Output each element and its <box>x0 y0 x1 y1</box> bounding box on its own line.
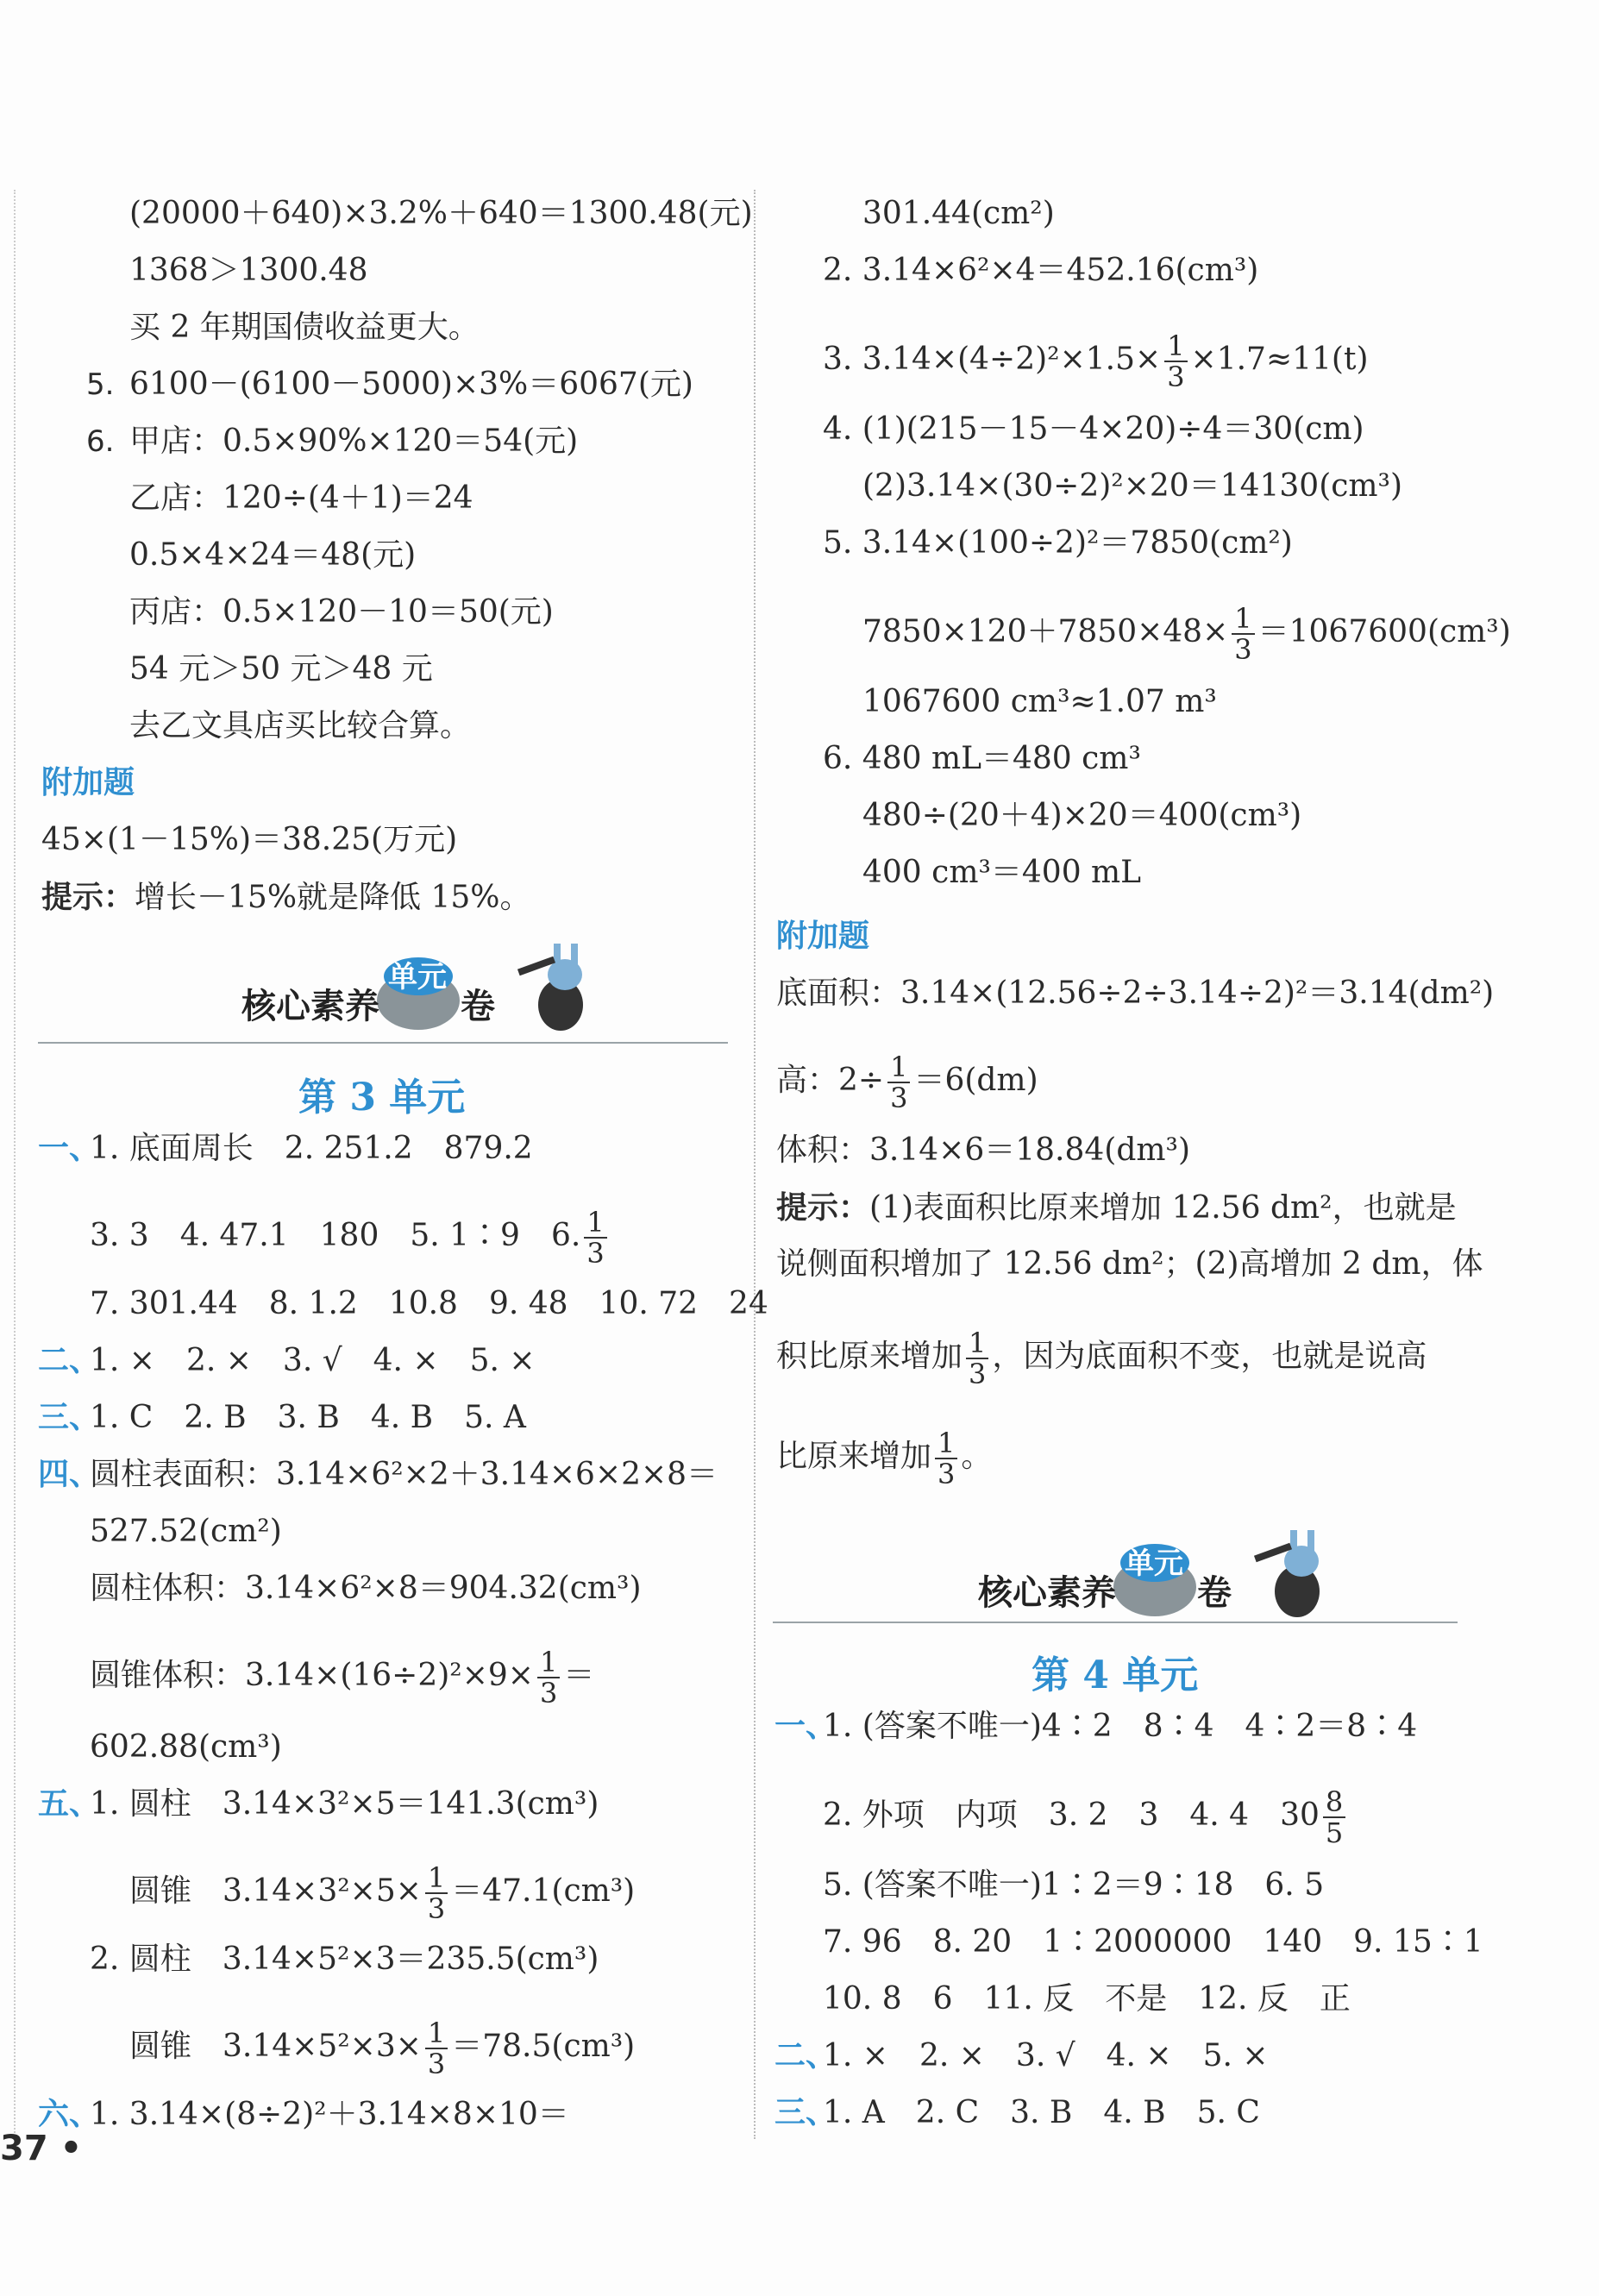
r-section-2-line: 1. × 2. × 3. √ 4. × 5. × <box>823 2038 1269 2073</box>
right-line-7-result: ＝1067600(cm³) <box>1257 614 1511 649</box>
banner-text-c: 卷 <box>1197 1573 1232 1613</box>
section-4-line-4-eq: ＝ <box>563 1658 595 1693</box>
right-hint-text-1: (1)表面积比原来增加 12.56 dm²，也就是 <box>869 1190 1457 1226</box>
r-section-3-line: 1. A 2. C 3. B 4. B 5. C <box>823 2095 1260 2130</box>
fraction-numerator: 1 <box>1232 604 1254 635</box>
left-line-1: (20000＋640)×3.2%＋640＝1300.48(元) <box>129 196 753 231</box>
banner-graphic <box>233 932 630 1035</box>
left-line-4: 6100－(6100－5000)×3%＝6067(元) <box>129 367 693 402</box>
section-5-line-2 <box>129 1863 635 1923</box>
banner-text-b: 单元 <box>1125 1546 1183 1581</box>
fraction-denominator: 3 <box>427 1892 446 1925</box>
section-4-line-3: 圆柱体积：3.14×6²×8＝904.32(cm³) <box>90 1571 642 1606</box>
unit-4-title: 第 4 单元 <box>1032 1653 1199 1697</box>
section-5-line-2-text: 圆锥 3.14×3²×5× <box>129 1873 422 1909</box>
section-4-line-4 <box>90 1647 594 1708</box>
unit-3-title: 第 3 单元 <box>298 1076 466 1120</box>
core-literacy-banner-2 <box>969 1518 1366 1622</box>
right-line-2: 2. 3.14×6²×4＝452.16(cm³) <box>823 253 1259 288</box>
fraction-eight-fifths <box>1323 1787 1345 1847</box>
right-line-3-text: 3. 3.14×(4÷2)²×1.5× <box>823 342 1162 377</box>
section-4-marker: 四、 <box>38 1457 101 1492</box>
section-5-line-4-text: 圆锥 3.14×5²×3× <box>129 2029 422 2064</box>
hint-label: 提示： <box>41 879 135 915</box>
right-hint-text-6: 。 <box>961 1439 993 1474</box>
fraction-one-third <box>425 1863 448 1923</box>
section-5-line-2-result: ＝47.1(cm³) <box>451 1873 636 1909</box>
fraction-numerator: 1 <box>425 2018 448 2049</box>
right-line-11: 400 cm³＝400 mL <box>862 855 1142 890</box>
r-section-1-line-4: 7. 96 8. 20 1∶2000000 140 9. 15∶1 <box>823 1924 1483 1960</box>
left-line-9: 54 元＞50 元＞48 元 <box>129 651 433 687</box>
fraction-numerator: 1 <box>935 1428 957 1459</box>
mascot-rabbit-icon <box>517 944 583 1031</box>
right-line-3 <box>823 331 1369 392</box>
left-margin-rule <box>14 190 16 2139</box>
r-section-1-line-3: 5. (答案不唯一)1∶2＝9∶18 6. 5 <box>823 1867 1325 1903</box>
fraction-one-third <box>887 1052 910 1113</box>
section-1-line-3: 7. 301.44 8. 1.2 10.8 9. 48 10. 72 24 <box>90 1286 768 1321</box>
banner-text-b: 单元 <box>388 960 447 994</box>
r-section-1-line-2 <box>823 1787 1349 1847</box>
right-line-5: (2)3.14×(30÷2)²×20＝14130(cm³) <box>862 468 1403 504</box>
section-4-line-1: 圆柱表面积：3.14×6²×2＋3.14×6×2×8＝ <box>90 1457 718 1492</box>
section-5-marker: 五、 <box>38 1786 101 1822</box>
section-5-line-4-result: ＝78.5(cm³) <box>451 2029 636 2064</box>
right-hint-text-3: 积比原来增加 <box>776 1339 963 1374</box>
right-hint-line-2: 说侧面积增加了 12.56 dm²；(2)高增加 2 dm，体 <box>776 1246 1483 1282</box>
banner-text-a: 核心素养 <box>978 1573 1116 1613</box>
fraction-denominator: 3 <box>427 2048 446 2080</box>
hint-text: 增长－15%就是降低 15%。 <box>135 880 531 915</box>
right-extra-line-2 <box>776 1052 1038 1113</box>
right-extra-line-2-text: 高：2÷ <box>776 1063 885 1098</box>
fraction-one-third <box>1164 331 1187 392</box>
left-line-8: 丙店：0.5×120－10＝50(元) <box>129 594 554 630</box>
banner-rule-2 <box>773 1622 1458 1623</box>
section-3-marker: 三、 <box>38 1400 101 1435</box>
left-line-5: 甲店：0.5×90%×120＝54(元) <box>129 423 579 459</box>
right-extra-line-2-result: ＝6(dm) <box>913 1063 1038 1098</box>
item-number-5: 5. <box>86 367 115 402</box>
fraction-numerator: 1 <box>887 1052 910 1083</box>
r-section-2-marker: 二、 <box>774 2038 837 2073</box>
fraction-numerator: 8 <box>1323 1787 1345 1818</box>
section-4-line-2: 527.52(cm²) <box>90 1514 282 1549</box>
left-line-7: 0.5×4×24＝48(元) <box>129 537 417 573</box>
fraction-numerator: 1 <box>1164 331 1187 362</box>
section-4-line-5: 602.88(cm³) <box>90 1729 282 1765</box>
section-6-marker: 六、 <box>38 2097 101 2132</box>
section-1-marker: 一、 <box>38 1131 101 1166</box>
right-hint-line-1 <box>776 1189 1457 1227</box>
r-section-1-line-2-text: 2. 外项 内项 3. 2 3 4. 4 30 <box>823 1797 1320 1833</box>
fraction-numerator: 1 <box>425 1863 448 1894</box>
r-section-1-marker: 一、 <box>774 1709 837 1744</box>
fraction-one-third <box>537 1647 560 1708</box>
section-1-line-2-text: 3. 3 4. 47.1 180 5. 1∶9 6. <box>90 1218 581 1253</box>
r-section-1-line-1: 1. (答案不唯一)4∶2 8∶4 4∶2＝8∶4 <box>823 1709 1418 1744</box>
section-1-line-1: 1. 底面周长 2. 251.2 879.2 <box>90 1131 533 1166</box>
banner-text-c: 卷 <box>461 987 495 1026</box>
section-2-line: 1. × 2. × 3. √ 4. × 5. × <box>90 1343 536 1378</box>
fraction-one-third <box>935 1428 957 1489</box>
fraction-denominator: 3 <box>890 1082 908 1114</box>
hint-line <box>41 878 531 917</box>
extra-question-title: 附加题 <box>41 765 135 800</box>
section-2-marker: 二、 <box>38 1343 101 1378</box>
right-line-7 <box>862 604 1511 664</box>
item-number-6: 6. <box>86 424 115 459</box>
r-section-1-line-5: 10. 8 6 11. 反 不是 12. 反 正 <box>823 1981 1351 2017</box>
right-extra-title: 附加题 <box>776 919 870 954</box>
fraction-numerator: 1 <box>537 1647 560 1678</box>
banner-text-a: 核心素养 <box>241 987 379 1026</box>
r-section-3-marker: 三、 <box>774 2095 837 2130</box>
column-divider <box>754 190 756 2139</box>
right-line-3-result: ×1.7≈11(t) <box>1190 342 1369 377</box>
right-hint-line-3 <box>776 1328 1427 1389</box>
banner-graphic-2 <box>969 1518 1366 1622</box>
section-1-line-2 <box>90 1208 611 1268</box>
left-line-2: 1368＞1300.48 <box>129 253 368 288</box>
section-5-line-3: 2. 圆柱 3.14×5²×3＝235.5(cm³) <box>90 1942 599 1977</box>
fraction-denominator: 3 <box>1234 633 1252 666</box>
right-line-6: 5. 3.14×(100÷2)²＝7850(cm²) <box>823 525 1293 561</box>
core-literacy-banner <box>233 932 630 1035</box>
fraction-denominator: 3 <box>586 1237 605 1270</box>
fraction-denominator: 5 <box>1325 1816 1344 1849</box>
fraction-numerator: 1 <box>584 1208 606 1239</box>
fraction-numerator: 1 <box>966 1328 988 1359</box>
fraction-one-third <box>966 1328 988 1389</box>
extra-question-answer: 45×(1－15%)＝38.25(万元) <box>41 822 458 857</box>
right-hint-label: 提示： <box>776 1189 870 1226</box>
banner-rule <box>38 1042 728 1044</box>
fraction-denominator: 3 <box>1167 361 1185 393</box>
left-line-6: 乙店：120÷(4＋1)＝24 <box>129 480 473 516</box>
fraction-one-third <box>425 2018 448 2079</box>
right-line-7-text: 7850×120＋7850×48× <box>862 614 1229 649</box>
left-line-10: 去乙文具店买比较合算。 <box>129 708 472 743</box>
right-line-10: 480÷(20＋4)×20＝400(cm³) <box>862 798 1302 833</box>
section-6-line-1: 1. 3.14×(8÷2)²＋3.14×8×10＝ <box>90 2097 569 2132</box>
fraction-denominator: 3 <box>969 1358 987 1390</box>
fraction-one-third <box>1232 604 1254 664</box>
mascot-rabbit-icon <box>1254 1530 1320 1617</box>
right-extra-line-3: 体积：3.14×6＝18.84(dm³) <box>776 1132 1190 1168</box>
right-hint-text-4: ，因为底面积不变，也就是说高 <box>992 1339 1427 1374</box>
right-hint-line-4 <box>776 1428 992 1489</box>
fraction-denominator: 3 <box>937 1458 956 1490</box>
right-hint-text-5: 比原来增加 <box>776 1439 932 1474</box>
left-line-3: 买 2 年期国债收益更大。 <box>129 310 480 345</box>
right-line-8: 1067600 cm³≈1.07 m³ <box>862 684 1217 719</box>
right-line-9: 6. 480 mL＝480 cm³ <box>823 741 1141 776</box>
fraction-one-third <box>584 1208 606 1268</box>
section-5-line-1: 1. 圆柱 3.14×3²×5＝141.3(cm³) <box>90 1786 599 1822</box>
right-extra-line-1: 底面积：3.14×(12.56÷2÷3.14÷2)²＝3.14(dm²) <box>776 975 1495 1011</box>
fraction-denominator: 3 <box>539 1677 558 1709</box>
section-4-line-4-text: 圆锥体积：3.14×(16÷2)²×9× <box>90 1658 534 1693</box>
section-3-line: 1. C 2. B 3. B 4. B 5. A <box>90 1400 526 1435</box>
right-line-4: 4. (1)(215－15－4×20)÷4＝30(cm) <box>823 411 1364 447</box>
right-line-1: 301.44(cm²) <box>862 196 1055 231</box>
page-number: 37 • <box>0 2129 83 2168</box>
section-5-line-4 <box>129 2018 635 2079</box>
